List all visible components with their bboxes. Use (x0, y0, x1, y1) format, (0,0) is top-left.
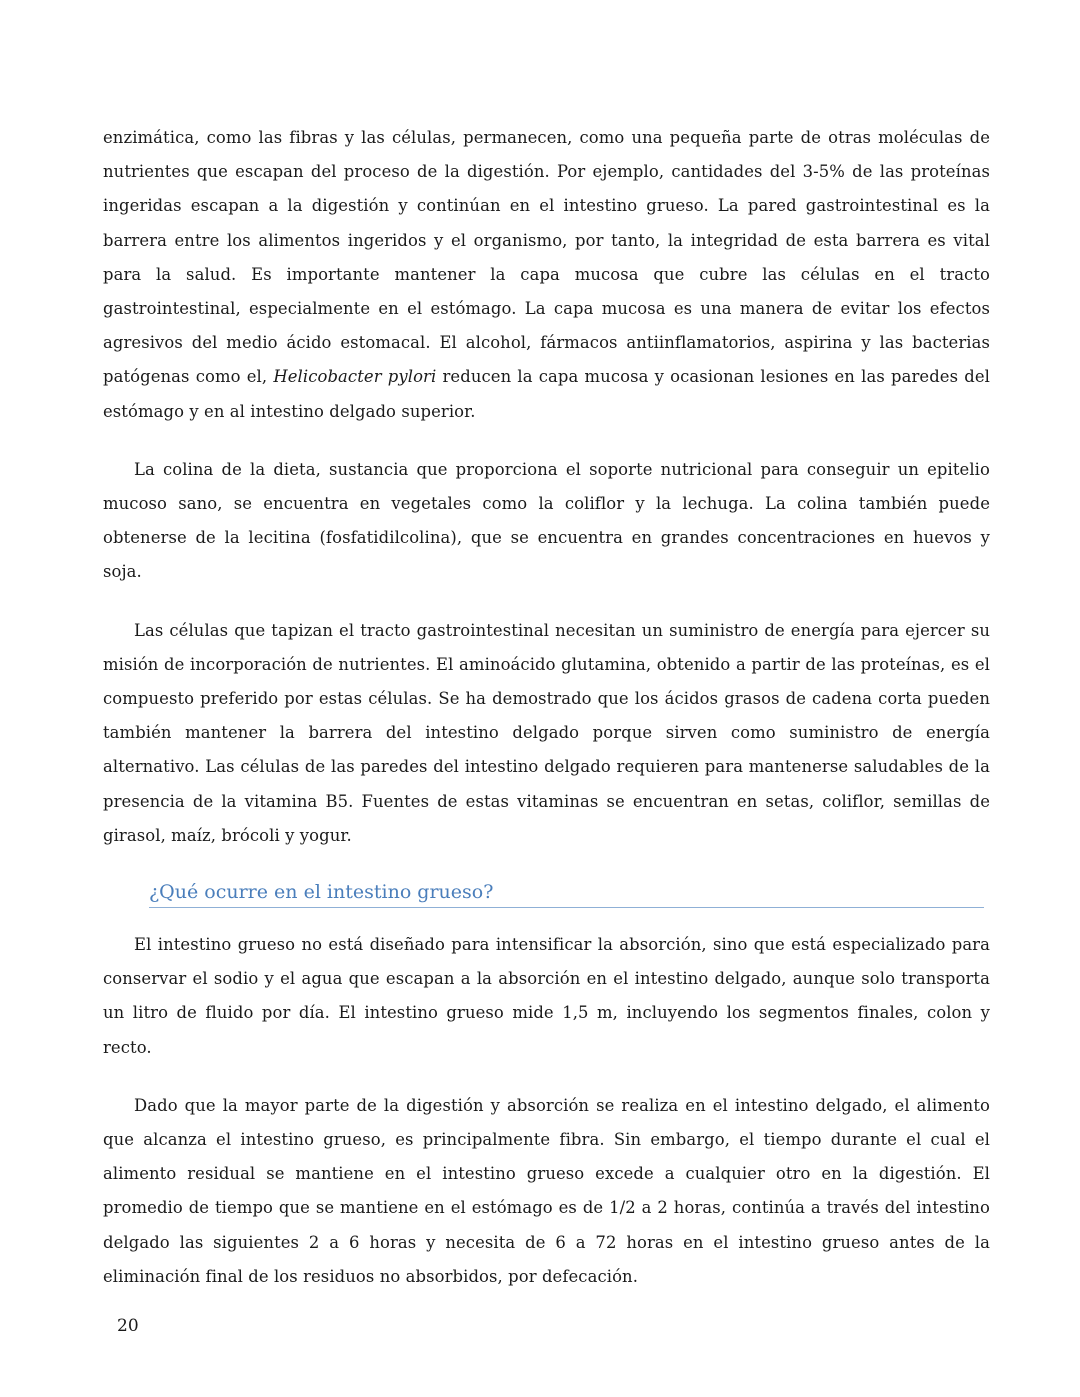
paragraph-gap (103, 429, 990, 453)
paragraph-celulas: Las células que tapizan el tracto gastrointestinal necesitan un suministro de energía para ejercer su misión de incorporación de nutrientes. El aminoácido glutamina, obtenido a partir de las proteínas, es el compuesto preferido por estas células. Se ha demostrado que los ácidos grasos de cadena corta pueden también mantener la barrera del intestino delgado porque sirven como suministro de energía alternativo. Las células de las paredes del intestino delgado requieren para mantenerse saludables de la presencia de la vitamina B5. Fuentes de estas vitaminas se encuentran en setas, coliflor, semillas de girasol, maíz, brócoli y yogur. (103, 620, 990, 845)
heading-gap (103, 908, 990, 928)
paragraph-gap (103, 1065, 990, 1089)
paragraph-intestino-grueso: El intestino grueso no está diseñado para intensificar la absorción, sino que está especializado para conservar el sodio y el agua que escapan a la absorción en el intestino delgado, aunque solo transporta un litro de fluido por día. El intestino grueso mide 1,5 m, incluyendo los segmentos finales, colon y recto. (103, 935, 990, 1057)
paragraph-digestion-tiempo: Dado que la mayor parte de la digestión y absorción se realiza en el intestino delgado, el alimento que alcanza el intestino grueso, es principalmente fibra. Sin embargo, el tiempo durante el cual el alimento residual se mantiene en el intestino grueso excede a cualquier otro en la digestión. El promedio de tiempo que se mantiene en el estómago es de 1/2 a 2 horas, continúa a través del intestino delgado las siguientes 2 a 6 horas y necesita de 6 a 72 horas en el intestino grueso antes de la eliminación final de los residuos no absorbidos, por defecación. (103, 1095, 990, 1286)
section-heading: ¿Qué ocurre en el intestino grueso? (149, 878, 984, 908)
paragraph-gap (103, 590, 990, 614)
paragraph-mucosa-text-start: enzimática, como las fibras y las células, permanecen, como una pequeña parte de otras moléculas de nutrientes que escapan del proceso de la digestión. Por ejemplo, cantidades del 3-5% de las proteínas ingeridas escapan a la digestión y continúan en el intestino grueso. La pared gastrointestinal es la barrera entre los alimentos ingeridos y el organismo, por tanto, la integridad de esta barrera es vital para la salud. Es importante mantener la capa mucosa que cubre las células en el tracto gastrointestinal, especialmente en el estómago. La capa mucosa es una manera de evitar los efectos agresivos del medio ácido estomacal. El alcohol, fármacos antiinflamatorios, aspirina y las bacterias patógenas como el, (103, 128, 990, 387)
heading-gap (103, 853, 990, 878)
page-body (103, 121, 990, 1294)
species-name-italic: Helicobacter pylori (273, 367, 437, 387)
paragraph-mucosa (103, 121, 990, 429)
paragraph-colina: La colina de la dieta, sustancia que proporciona el soporte nutricional para conseguir un epitelio mucoso sano, se encuentra en vegetales como la coliflor y la lechuga. La colina también puede obtenerse de la lecitina (fosfatidilcolina), que se encuentra en grandes concentraciones en huevos y soja. (103, 459, 990, 582)
paragraph-mucosa-text-end: reducen la capa mucosa y ocasionan lesiones en las paredes del estómago y en al intestino delgado superior. (103, 367, 990, 421)
page-number: 20 (117, 1316, 139, 1336)
